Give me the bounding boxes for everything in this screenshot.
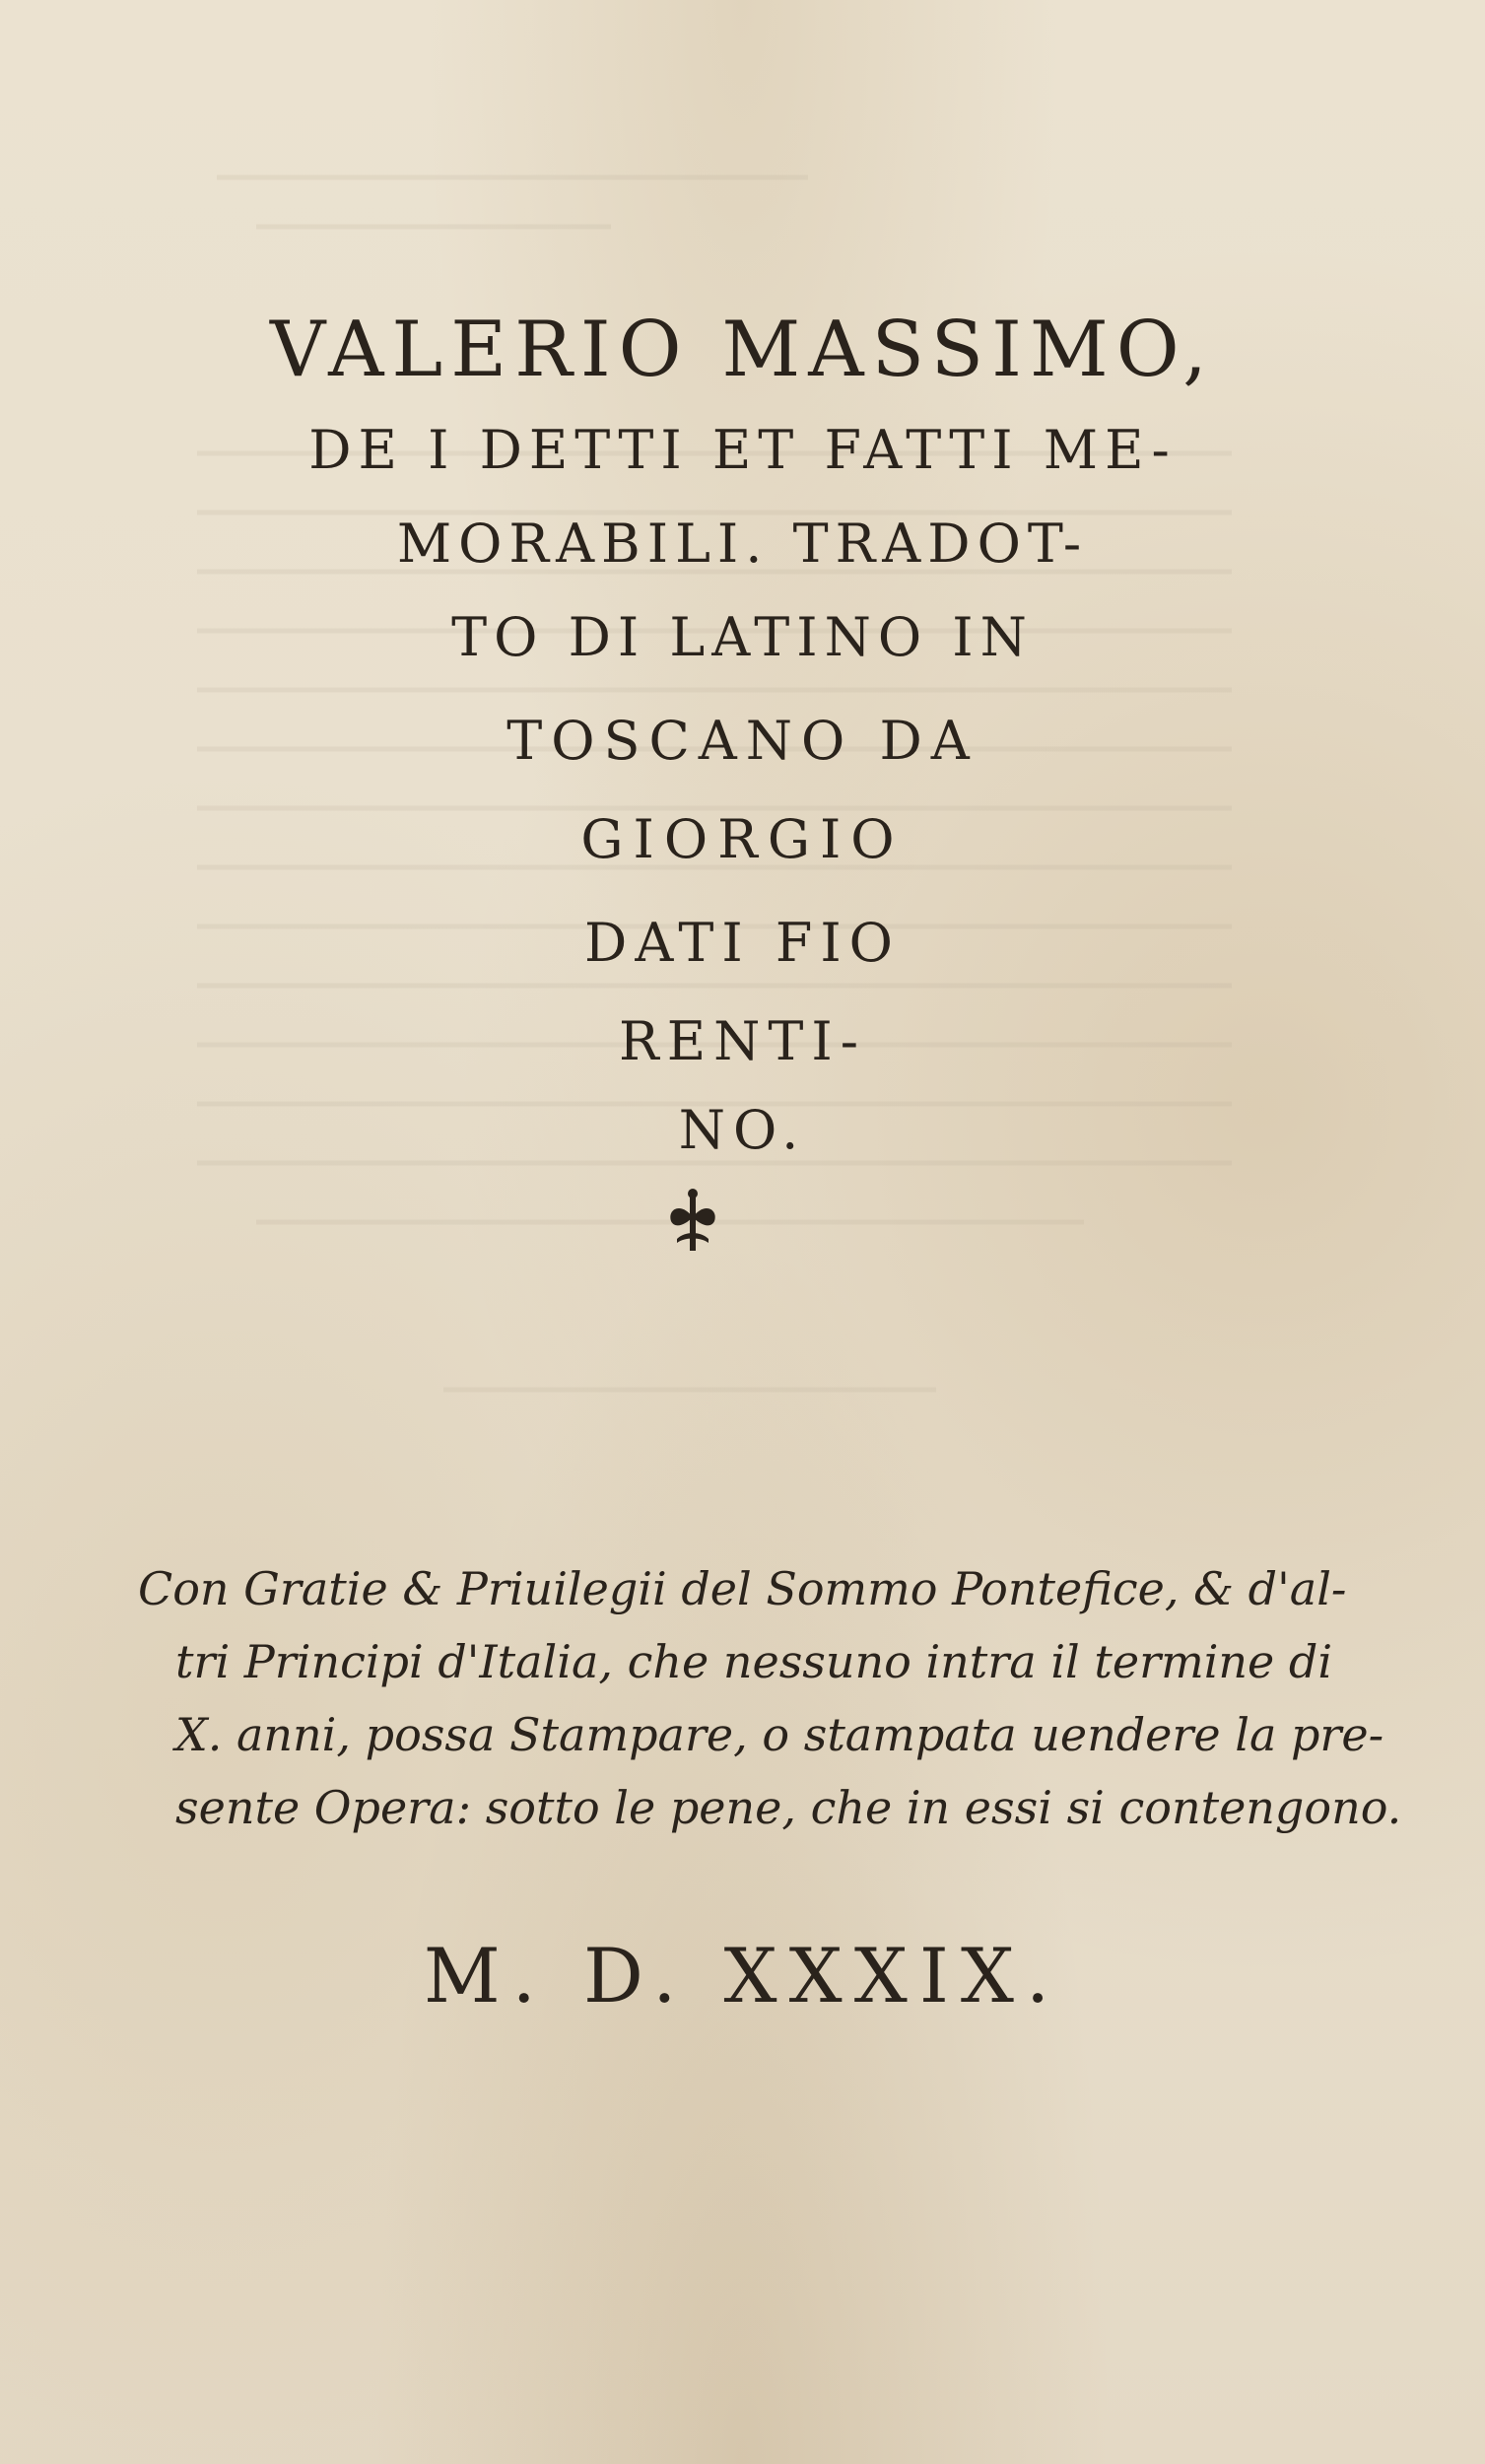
- privilege-notice: [138, 1552, 1402, 1844]
- title-line-2: DE I DETTI ET FATTI ME-: [308, 419, 1177, 481]
- privilege-line-2: tri Principi d'Italia, che nessuno intra il termine di: [175, 1635, 1333, 1688]
- title-line-9: NO.: [678, 1099, 807, 1161]
- title-line-3: MORABILI. TRADOT-: [396, 513, 1089, 575]
- privilege-line-1: Con Gratie & Priuilegii del Sommo Pontefice, & d'al-: [138, 1562, 1347, 1615]
- title-line-7: DATI FIO: [584, 912, 901, 974]
- title-line-8: RENTI-: [619, 1010, 866, 1072]
- title-line-1: VALERIO MASSIMO,: [270, 306, 1215, 394]
- privilege-line-4: sente Opera: sotto le pene, che in essi si contengono.: [175, 1781, 1402, 1834]
- title-line-6: GIORGIO: [580, 808, 905, 870]
- privilege-line-3: X. anni, possa Stampare, o stampata uendere la pre-: [175, 1708, 1384, 1761]
- title-line-4: TO DI LATINO IN: [451, 606, 1034, 668]
- title-line-5: TOSCANO DA: [506, 710, 979, 772]
- publication-date: M. D. XXXIX.: [423, 1932, 1062, 2019]
- fleuron-ornament-icon: [663, 1188, 722, 1257]
